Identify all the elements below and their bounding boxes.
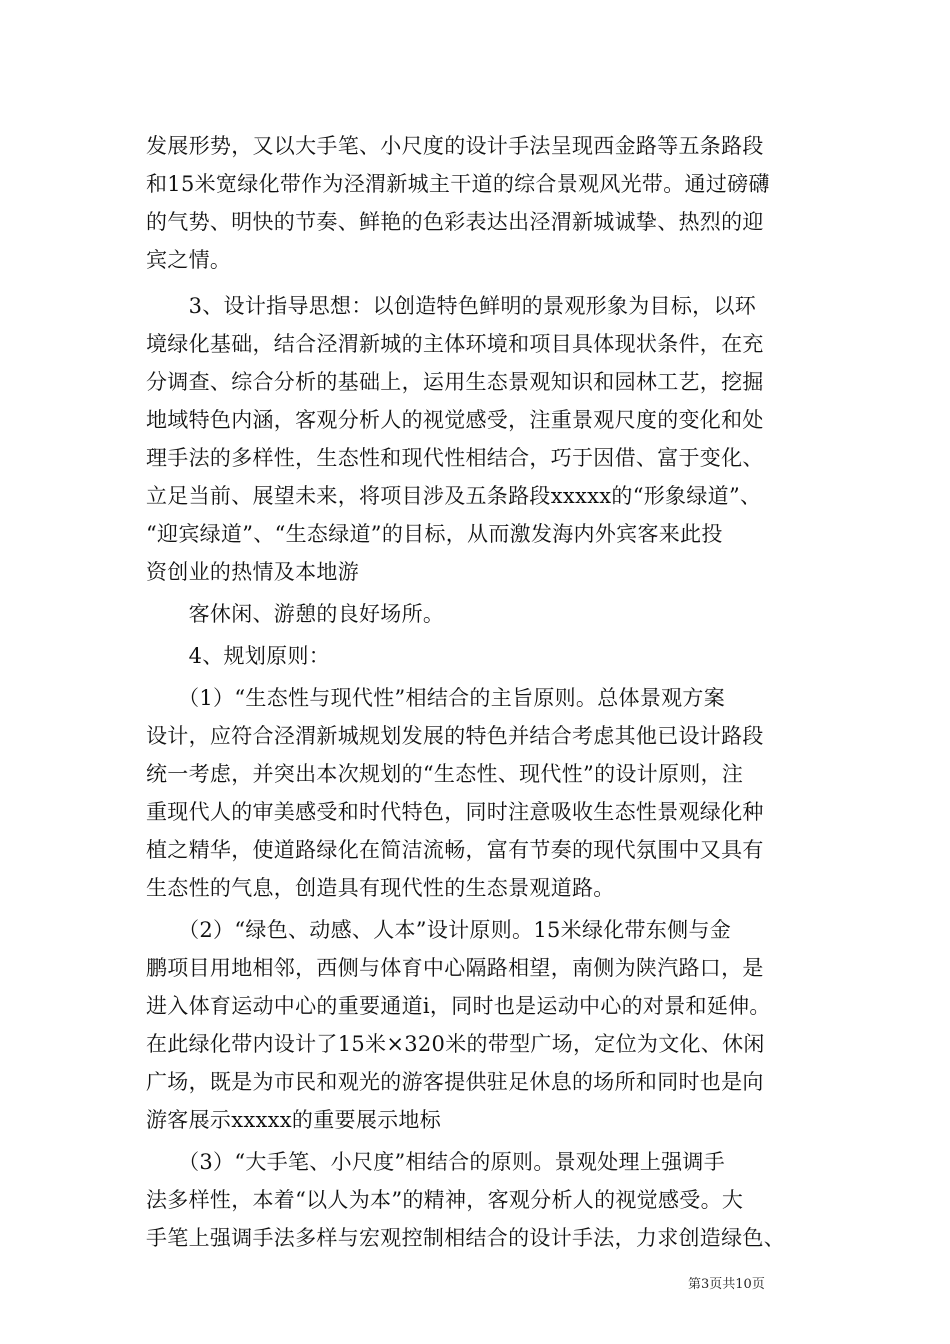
document-body (146, 127, 818, 1257)
text-line: “迎宾绿道”、“生态绿道”的目标，从而激发海内外宾客来此投 (146, 522, 723, 546)
text-line: 广场，既是为市民和观光的游客提供驻足休息的场所和同时也是向 (146, 1070, 764, 1094)
page-number: 第3页共10页 (688, 1277, 765, 1292)
text-line: 4、规划原则： (146, 644, 331, 668)
text-line: 理手法的多样性，生态性和现代性相结合，巧于因借、富于变化、 (146, 446, 764, 470)
text-line: 法多样性，本着“以人为本”的精神，客观分析人的视觉感受。大 (146, 1188, 744, 1212)
text-line: 在此绿化带内设计了15米×320米的带型广场，定位为文化、休闲 (146, 1032, 765, 1056)
text-line: 客休闲、游憩的良好场所。 (146, 602, 445, 626)
text-line: 生态性的气息，创造具有现代性的生态景观道路。 (146, 876, 615, 900)
text-line: 分调查、综合分析的基础上，运用生态景观知识和园林工艺，挖掘 (146, 370, 764, 394)
text-line: 重现代人的审美感受和时代特色，同时注意吸收生态性景观绿化种 (146, 800, 764, 824)
text-line: 立足当前、展望未来，将项目涉及五条路段xxxxx的“形象绿道”、 (146, 484, 762, 508)
text-line: 地域特色内涵，客观分析人的视觉感受，注重景观尺度的变化和处 (146, 408, 764, 432)
text-line: 鹏项目用地相邻，西侧与体育中心隔路相望，南侧为陕汽路口，是 (146, 956, 764, 980)
text-line: 游客展示xxxxx的重要展示地标 (146, 1108, 442, 1132)
text-line: 发展形势，又以大手笔、小尺度的设计手法呈现西金路等五条路段 (146, 134, 764, 158)
text-line: 植之精华，使道路绿化在简洁流畅，富有节奏的现代氛围中又具有 (146, 838, 764, 862)
text-line: （2）“绿色、动感、人本”设计原则。15米绿化带东侧与金 (146, 918, 732, 942)
text-line: 宾之情。 (146, 248, 232, 272)
text-line: 统一考虑，并突出本次规划的“生态性、现代性”的设计原则，注 (146, 762, 744, 786)
text-line: 进入体育运动中心的重要通道i，同时也是运动中心的对景和延伸。 (146, 994, 771, 1018)
text-line: 3、设计指导思想：以创造特色鲜明的景观形象为目标，以环 (146, 294, 757, 318)
text-line: 资创业的热情及本地游 (146, 560, 359, 584)
text-line: 的气势、明快的节奏、鲜艳的色彩表达出泾渭新城诚挚、热烈的迎 (146, 210, 764, 234)
text-line: 设计，应符合泾渭新城规划发展的特色并结合考虑其他已设计路段 (146, 724, 764, 748)
text-line: （1）“生态性与现代性”相结合的主旨原则。总体景观方案 (146, 686, 726, 710)
text-line: 境绿化基础，结合泾渭新城的主体环境和项目具体现状条件，在充 (146, 332, 764, 356)
text-line: （3）“大手笔、小尺度”相结合的原则。景观处理上强调手 (146, 1150, 726, 1174)
text-line: 和15米宽绿化带作为泾渭新城主干道的综合景观风光带。通过磅礴 (146, 172, 770, 196)
text-line: 手笔上强调手法多样与宏观控制相结合的设计手法，力求创造绿色、 (146, 1226, 785, 1250)
